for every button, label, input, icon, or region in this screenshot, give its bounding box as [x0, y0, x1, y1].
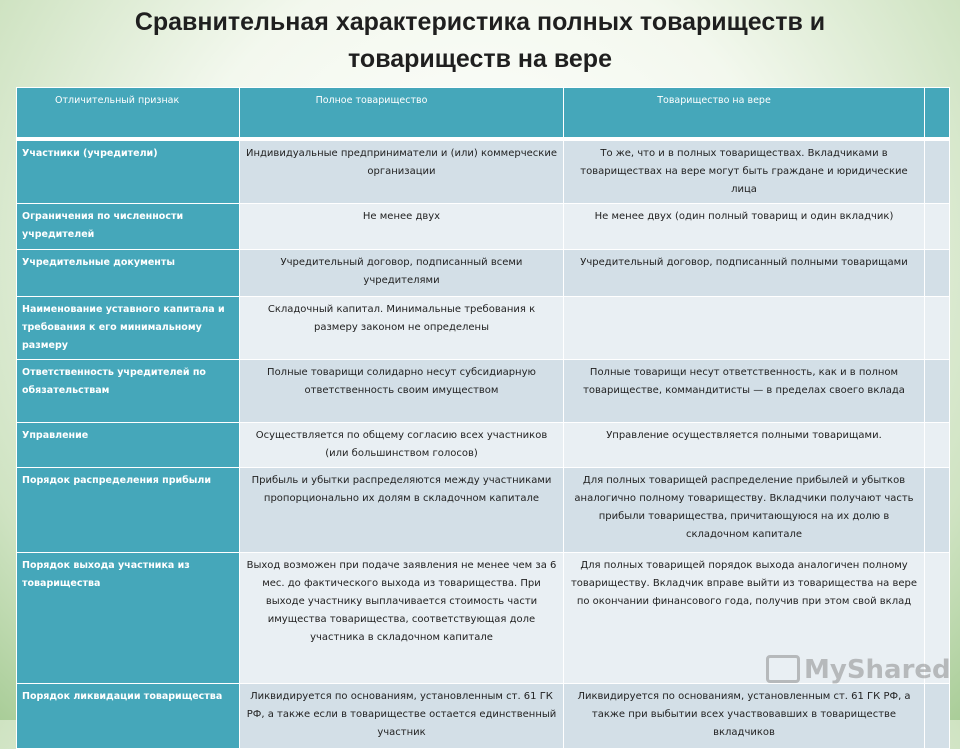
header-full-partnership: Полное товарищество	[240, 88, 564, 140]
row-limited: Управление осуществляется полными товарищами.	[564, 423, 925, 468]
title-line-1: Сравнительная характеристика полных товариществ и	[134, 8, 826, 36]
watermark-text: MyShared	[804, 655, 951, 685]
row-extra	[925, 684, 950, 749]
row-extra	[925, 139, 950, 204]
row-feature: Порядок ликвидации товарищества	[17, 684, 240, 749]
row-feature: Порядок распределения прибыли	[17, 468, 240, 553]
comparison-table	[16, 87, 950, 749]
title-line-2: товариществ на вере	[348, 45, 612, 73]
row-limited: Учредительный договор, подписанный полными товарищами	[564, 250, 925, 297]
table-header-row	[17, 88, 950, 140]
row-full: Выход возможен при подаче заявления не менее чем за 6 мес. до фактического выхода из товарищества. При выходе участнику выплачивается стоимость части имущества товарищества, соответствующая доле участника в складочном капитале	[240, 553, 564, 684]
table-row	[17, 139, 950, 204]
row-full: Учредительный договор, подписанный всеми учредителями	[240, 250, 564, 297]
row-extra	[925, 360, 950, 423]
row-feature: Порядок выхода участника из товарищества	[17, 553, 240, 684]
row-feature: Управление	[17, 423, 240, 468]
watermark	[766, 655, 951, 685]
row-feature: Наименование уставного капитала и требования к его минимальному размеру	[17, 297, 240, 360]
header-limited-partnership: Товарищество на вере	[564, 88, 925, 140]
header-feature: Отличительный признак	[17, 88, 240, 140]
row-limited: Для полных товарищей распределение прибылей и убытков аналогично полному товариществу. Вкладчики получают часть прибыли товарищества, причитающуюся на их долю в складочном капитале	[564, 468, 925, 553]
row-extra	[925, 297, 950, 360]
row-extra	[925, 204, 950, 250]
table-row	[17, 250, 950, 297]
row-limited: Не менее двух (один полный товарищ и один вкладчик)	[564, 204, 925, 250]
row-feature: Ответственность учредителей по обязательствам	[17, 360, 240, 423]
row-full: Прибыль и убытки распределяются между участниками пропорционально их долям в складочном капитале	[240, 468, 564, 553]
row-limited: Полные товарищи несут ответственность, как и в полном товариществе, коммандитисты — в пределах своего вклада	[564, 360, 925, 423]
row-feature: Учредительные документы	[17, 250, 240, 297]
row-feature: Участники (учредители)	[17, 139, 240, 204]
row-full: Складочный капитал. Минимальные требования к размеру законом не определены	[240, 297, 564, 360]
row-extra	[925, 423, 950, 468]
table-row	[17, 204, 950, 250]
row-full: Ликвидируется по основаниям, установленным ст. 61 ГК РФ, а также если в товариществе остается единственный участник	[240, 684, 564, 749]
row-full: Не менее двух	[240, 204, 564, 250]
presentation-icon	[766, 655, 800, 683]
table-row	[17, 423, 950, 468]
row-full: Полные товарищи солидарно несут субсидиарную ответственность своим имуществом	[240, 360, 564, 423]
row-feature: Ограничения по численности учредителей	[17, 204, 240, 250]
row-full: Осуществляется по общему согласию всех участников (или большинством голосов)	[240, 423, 564, 468]
table-row	[17, 297, 950, 360]
page-title	[0, 4, 960, 78]
row-limited: Ликвидируется по основаниям, установленным ст. 61 ГК РФ, а также при выбытии всех участвовавших в товариществе вкладчиков	[564, 684, 925, 749]
header-extra	[925, 88, 950, 140]
row-limited: Для полных товарищей порядок выхода аналогичен полному товариществу. Вкладчик вправе выйти из товарищества на вере по окончании финансового года, получив при этом свой вклад	[564, 553, 925, 684]
row-limited: То же, что и в полных товариществах. Вкладчиками в товариществах на вере могут быть граждане и юридические лица	[564, 139, 925, 204]
table-row	[17, 360, 950, 423]
row-extra	[925, 250, 950, 297]
row-limited	[564, 297, 925, 360]
row-extra	[925, 468, 950, 553]
row-full: Индивидуальные предприниматели и (или) коммерческие организации	[240, 139, 564, 204]
table-row	[17, 684, 950, 749]
table-row	[17, 468, 950, 553]
